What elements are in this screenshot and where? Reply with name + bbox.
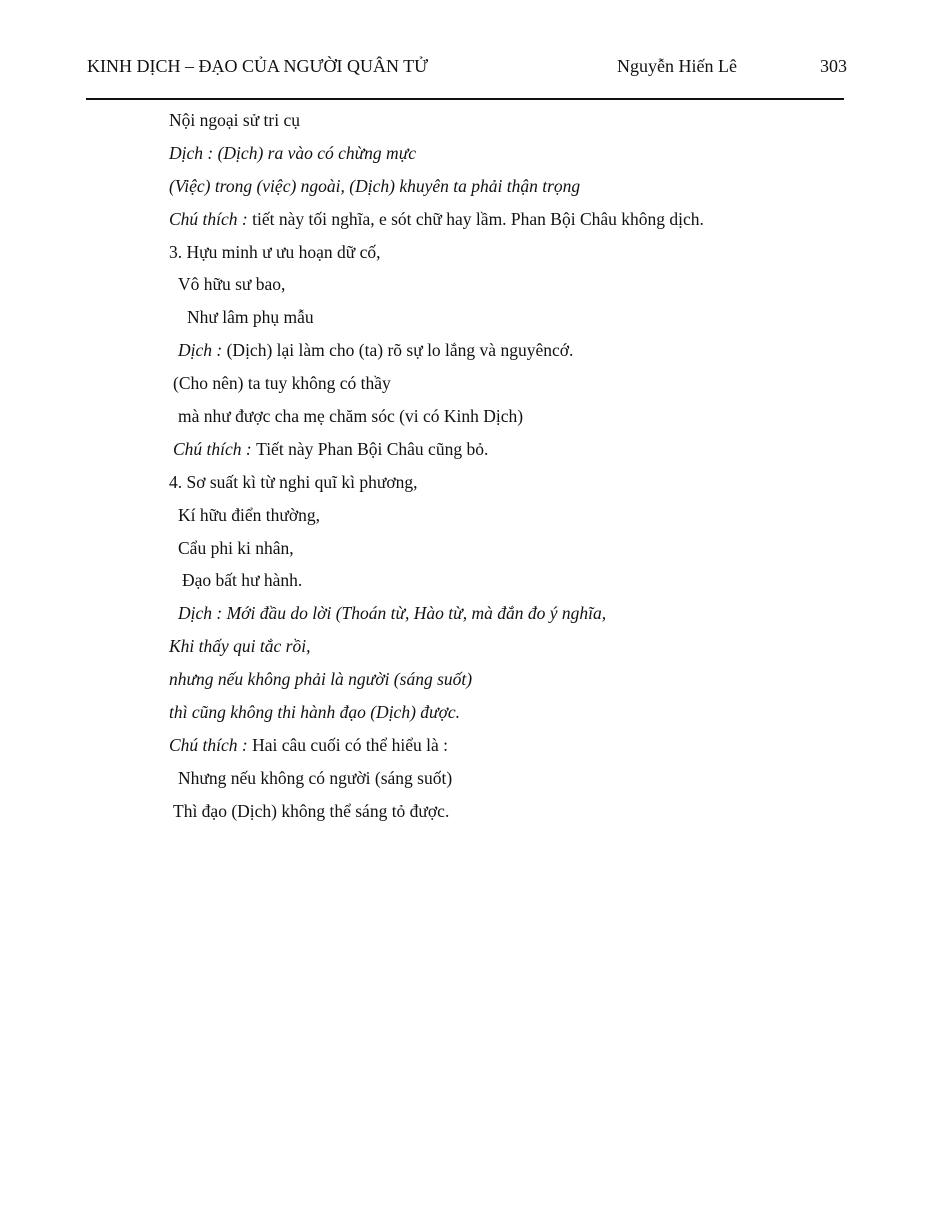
- text-line-6: [169, 268, 809, 301]
- text-line-14: [169, 532, 809, 565]
- text-line-8: [169, 334, 809, 367]
- text-line-20: [169, 729, 809, 762]
- text-line-21: [169, 762, 809, 795]
- text-line-12: [169, 466, 809, 499]
- text-line-17: [169, 630, 809, 663]
- line-text: (Cho nên) ta tuy không có thầy: [173, 373, 391, 394]
- line-text: Dịch : Mới đầu do lời (Thoán từ, Hào từ, mà đắn đo ý nghĩa,: [178, 603, 607, 624]
- line-label: Chú thích :: [169, 208, 248, 229]
- author-name: Nguyễn Hiến Lê: [617, 56, 737, 76]
- text-line-10: [169, 400, 809, 433]
- text-line-19: [169, 696, 809, 729]
- line-text: nhưng nếu không phải là người (sáng suốt): [169, 669, 473, 690]
- line-text: Tiết này Phan Bội Châu cũng bỏ.: [251, 438, 489, 459]
- page-number: 303: [820, 56, 847, 76]
- text-line-4: [169, 203, 809, 236]
- text-line-2: [169, 137, 809, 170]
- line-text: mà như được cha mẹ chăm sóc (vi có Kinh Dịch): [178, 406, 524, 427]
- line-text: Kí hữu điển thường,: [178, 504, 320, 525]
- line-text: Thì đạo (Dịch) không thể sáng tỏ được.: [173, 800, 450, 821]
- text-line-11: [169, 433, 809, 466]
- line-text: (Dịch) lại làm cho (ta) rõ sự lo lắng và nguyêncớ.: [222, 340, 574, 361]
- line-text: 4. Sơ suất kì từ nghi quĩ kì phương,: [169, 471, 418, 492]
- text-line-9: [169, 367, 809, 400]
- line-text: Khi thấy qui tắc rồi,: [169, 636, 311, 657]
- line-text: 3. Hựu minh ư ưu hoạn dữ cố,: [169, 241, 381, 262]
- line-text: thì cũng không thi hành đạo (Dịch) được.: [169, 702, 461, 723]
- running-title: KINH DỊCH – ĐẠO CỦA NGƯỜI QUÂN TỬ: [87, 56, 429, 76]
- header-divider: [86, 98, 844, 100]
- line-text: tiết này tối nghĩa, e sót chữ hay lầm. Phan Bội Châu không dịch.: [247, 208, 704, 229]
- text-line-15: [169, 564, 809, 597]
- line-text: (Việc) trong (việc) ngoài, (Dịch) khuyên ta phải thận trọng: [169, 175, 581, 196]
- line-text: Vô hữu sư bao,: [178, 274, 286, 295]
- line-text: Nhưng nếu không có người (sáng suốt): [178, 767, 453, 788]
- page-header: [87, 56, 847, 82]
- line-text: Đạo bất hư hành.: [182, 570, 303, 591]
- text-line-3: [169, 170, 809, 203]
- page-body: [169, 104, 809, 828]
- line-text: Nội ngoại sử tri cụ: [169, 110, 300, 130]
- line-label: Chú thích :: [173, 438, 252, 459]
- text-line-16: [169, 597, 809, 630]
- text-line-22: [169, 795, 809, 828]
- text-line-7: [169, 301, 809, 334]
- text-line-1: [169, 104, 809, 137]
- line-text: Dịch : (Dịch) ra vào có chừng mực: [169, 142, 416, 163]
- line-label: Chú thích :: [169, 734, 248, 755]
- line-text: Cẩu phi ki nhân,: [178, 537, 294, 558]
- line-text: Như lâm phụ mẫu: [187, 307, 314, 328]
- text-line-18: [169, 663, 809, 696]
- text-line-13: [169, 499, 809, 532]
- text-line-5: [169, 236, 809, 269]
- line-text: Hai câu cuối có thể hiểu là :: [247, 734, 448, 755]
- line-label: Dịch :: [178, 340, 223, 361]
